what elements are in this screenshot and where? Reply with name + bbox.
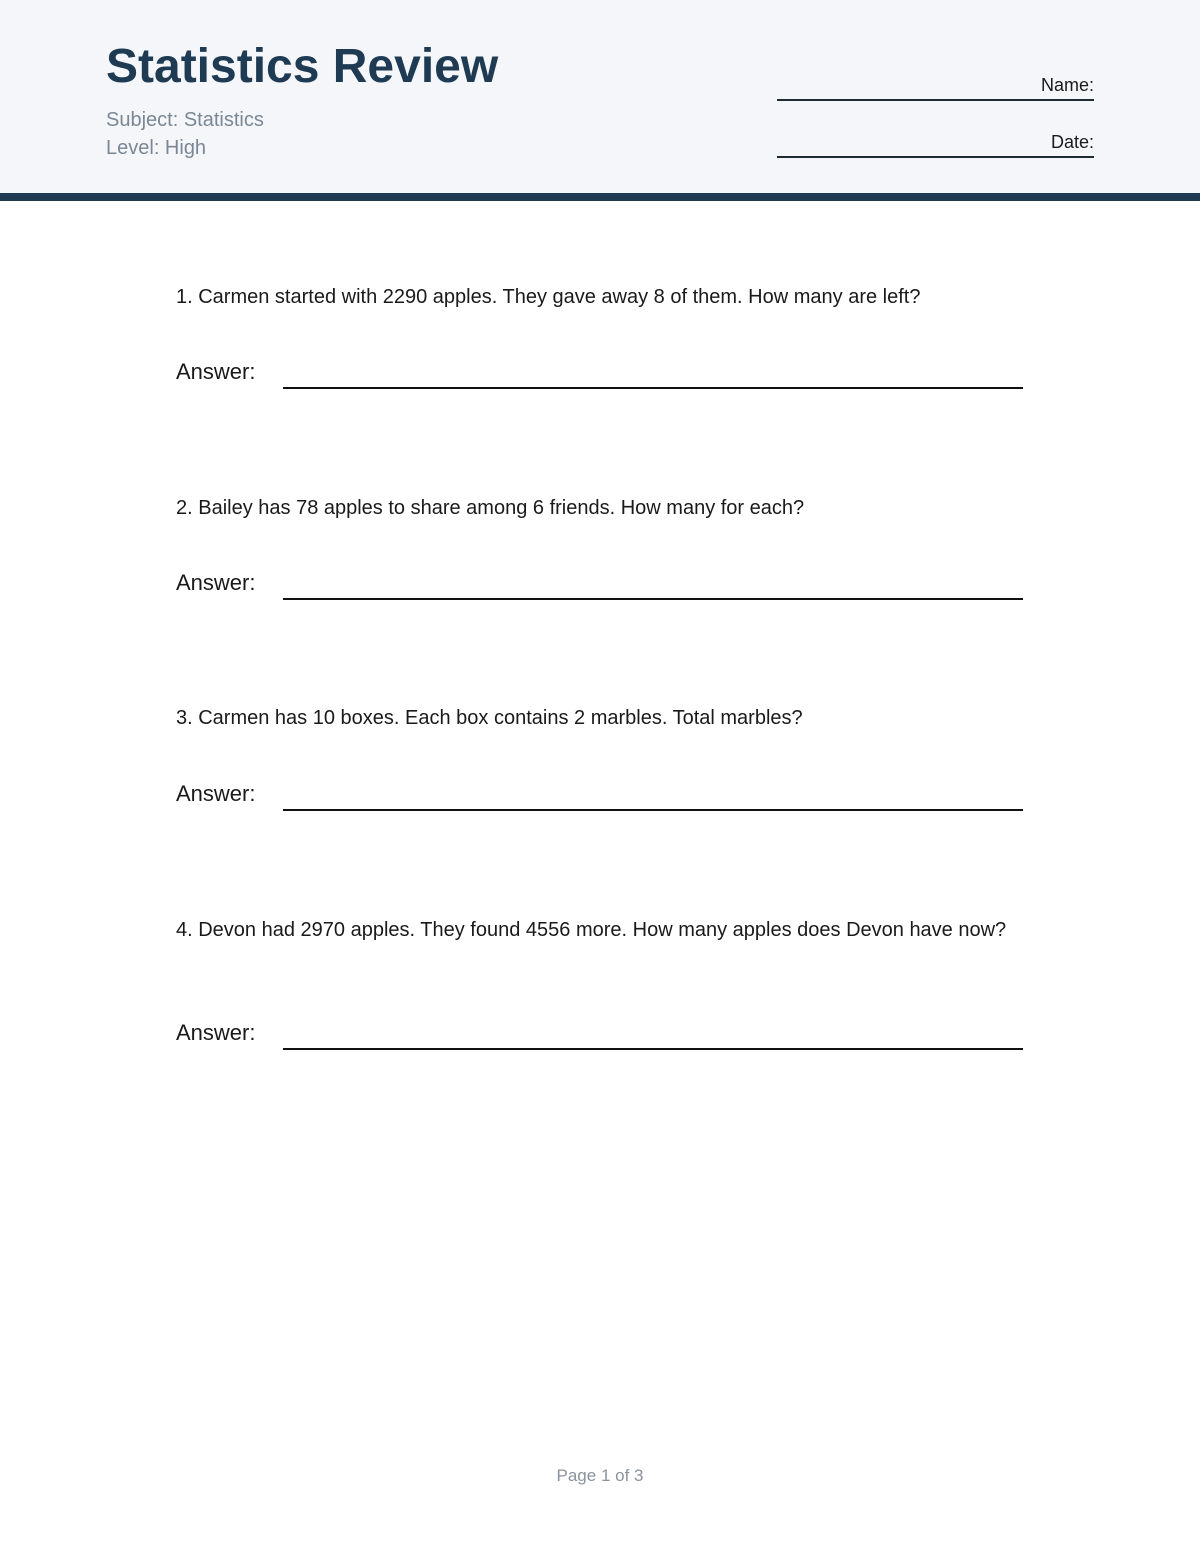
question-text: 2. Bailey has 78 apples to share among 6 friends. How many for each? (176, 497, 805, 519)
answer-line-2[interactable] (283, 598, 1023, 600)
page-title: Statistics Review (106, 40, 499, 93)
answer-row (176, 568, 1024, 598)
answer-label: Answer: (176, 359, 256, 384)
question-4 (176, 917, 1026, 1045)
answer-row (176, 779, 1024, 809)
answer-line-3[interactable] (283, 809, 1023, 811)
answer-label: Answer: (176, 781, 256, 806)
answer-line-4[interactable] (283, 1048, 1023, 1050)
name-label: Name: (1040, 75, 1094, 95)
answer-row (176, 357, 1024, 387)
page-number: Page 1 of 3 (556, 1466, 644, 1485)
question-1 (176, 284, 1026, 384)
question-text: 1. Carmen started with 2290 apples. They gave away 8 of them. How many are left? (176, 286, 921, 308)
name-field[interactable] (777, 71, 1094, 101)
question-2 (176, 495, 1026, 595)
question-text: 3. Carmen has 10 boxes. Each box contains 2 marbles. Total marbles? (176, 707, 803, 729)
header-divider (0, 193, 1200, 201)
answer-line-1[interactable] (283, 387, 1023, 389)
header-band (0, 0, 1200, 193)
answer-row (176, 1018, 1024, 1048)
date-field[interactable] (777, 128, 1094, 158)
answer-label: Answer: (176, 570, 256, 595)
level-label: Level: High (106, 137, 207, 159)
question-3 (176, 705, 1026, 806)
date-label: Date: (1050, 132, 1094, 152)
question-text: 4. Devon had 2970 apples. They found 4556 more. How many apples does Devon have now? (176, 919, 1007, 941)
subject-label: Subject: Statistics (106, 109, 264, 131)
answer-label: Answer: (176, 1020, 256, 1045)
